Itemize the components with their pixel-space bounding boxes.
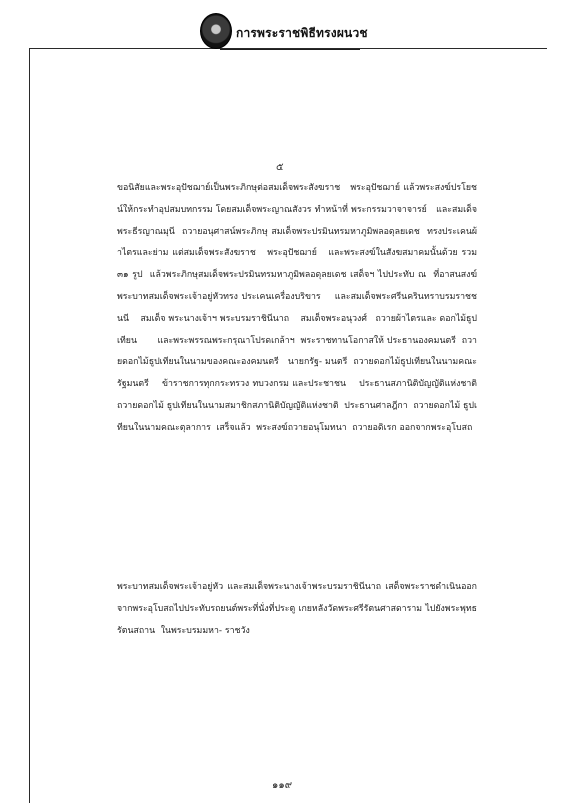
page-header-title: การพระราชพิธีทรงผนวช: [236, 26, 368, 40]
section-mark: ๕: [276, 162, 284, 173]
royal-seal-icon: [200, 13, 232, 49]
page-number: ๑๑๙: [272, 780, 293, 791]
body-paragraph-2: พระบาทสมเด็จพระเจ้าอยู่หัว และสมเด็จพระนางเจ้าพระบรมราชินีนาถ เสด็จพระราชดำเนินออกจากพระอุโบสถไปประทับรถยนต์พระที่นั่งที่ประตู เกยหลังวัดพระศรีรัตนศาสดาราม ไปยังพระพุทธรัตนสถาน ในพระบรมมหา- ราชวัง: [117, 582, 477, 636]
header-underline: [220, 49, 360, 50]
body-paragraph-1: ขอนิสัยและพระอุปัชฌาย์เป็นพระภิกษุต่อสมเด็จพระสังฆราช พระอุปัชฌาย์ แล้วพระสงฆ์ปรโยชน์ให้กระทำอุปสมบทกรรม โดยสมเด็จพระญาณสังวร ทำหน้าที่ พระกรรมวาจาจารย์ และสมเด็จพระธีรญาณมุนี ถวายอนุศาสน์พระภิกษุ สมเด็จพระปรมินทรมหาภูมิพลอดุลยเดช ทรงประเคนผ้าไตรและย่าม แต่สมเด็จพระสังฆราช พระอุปัชฌาย์ และพระสงฆ์ในสังฆสมาคมนั้นด้วย รวม ๓๑ รูป แล้วพระภิกษุสมเด็จพระปรมินทรมหาภูมิพลอดุลยเดช เสด็จฯ ไปประทับ ณ ที่อาสนสงฆ์ พระบาทสมเด็จพระเจ้าอยู่หัวทรง ประเคนเครื่องบริขาร และสมเด็จพระศรีนครินทราบรมราชชนนี สมเด็จ พระนางเจ้าฯ พระบรมราชินีนาถ สมเด็จพระอนุวงศ์ ถวายผ้าไตรและ ดอกไม้ธูปเทียน และพระพรรณพระกรุณาโปรดเกล้าฯ พระราชทานโอกาสให้ ประธานองคมนตรี ถวายดอกไม้ธูปเทียนในนามของคณะองคมนตรี นายกรัฐ- มนตรี ถวายดอกไม้ธูปเทียนในนามคณะรัฐมนตรี ข้าราชการทุกกระทรวง ทบวงกรม และประชาชน ประธานสภานิติบัญญัติแห่งชาติ ถวายดอกไม้ ธูปเทียนในนามสมาชิกสภานิติบัญญัติแห่งชาติ ประธานศาลฎีกา ถวายดอกไม้ ธูปเทียนในนามคณะตุลาการ เสร็จแล้ว พระสงฆ์ถวายอนุโมทนา ถวายอดิเรก ออกจากพระอุโบสถ: [117, 183, 489, 433]
